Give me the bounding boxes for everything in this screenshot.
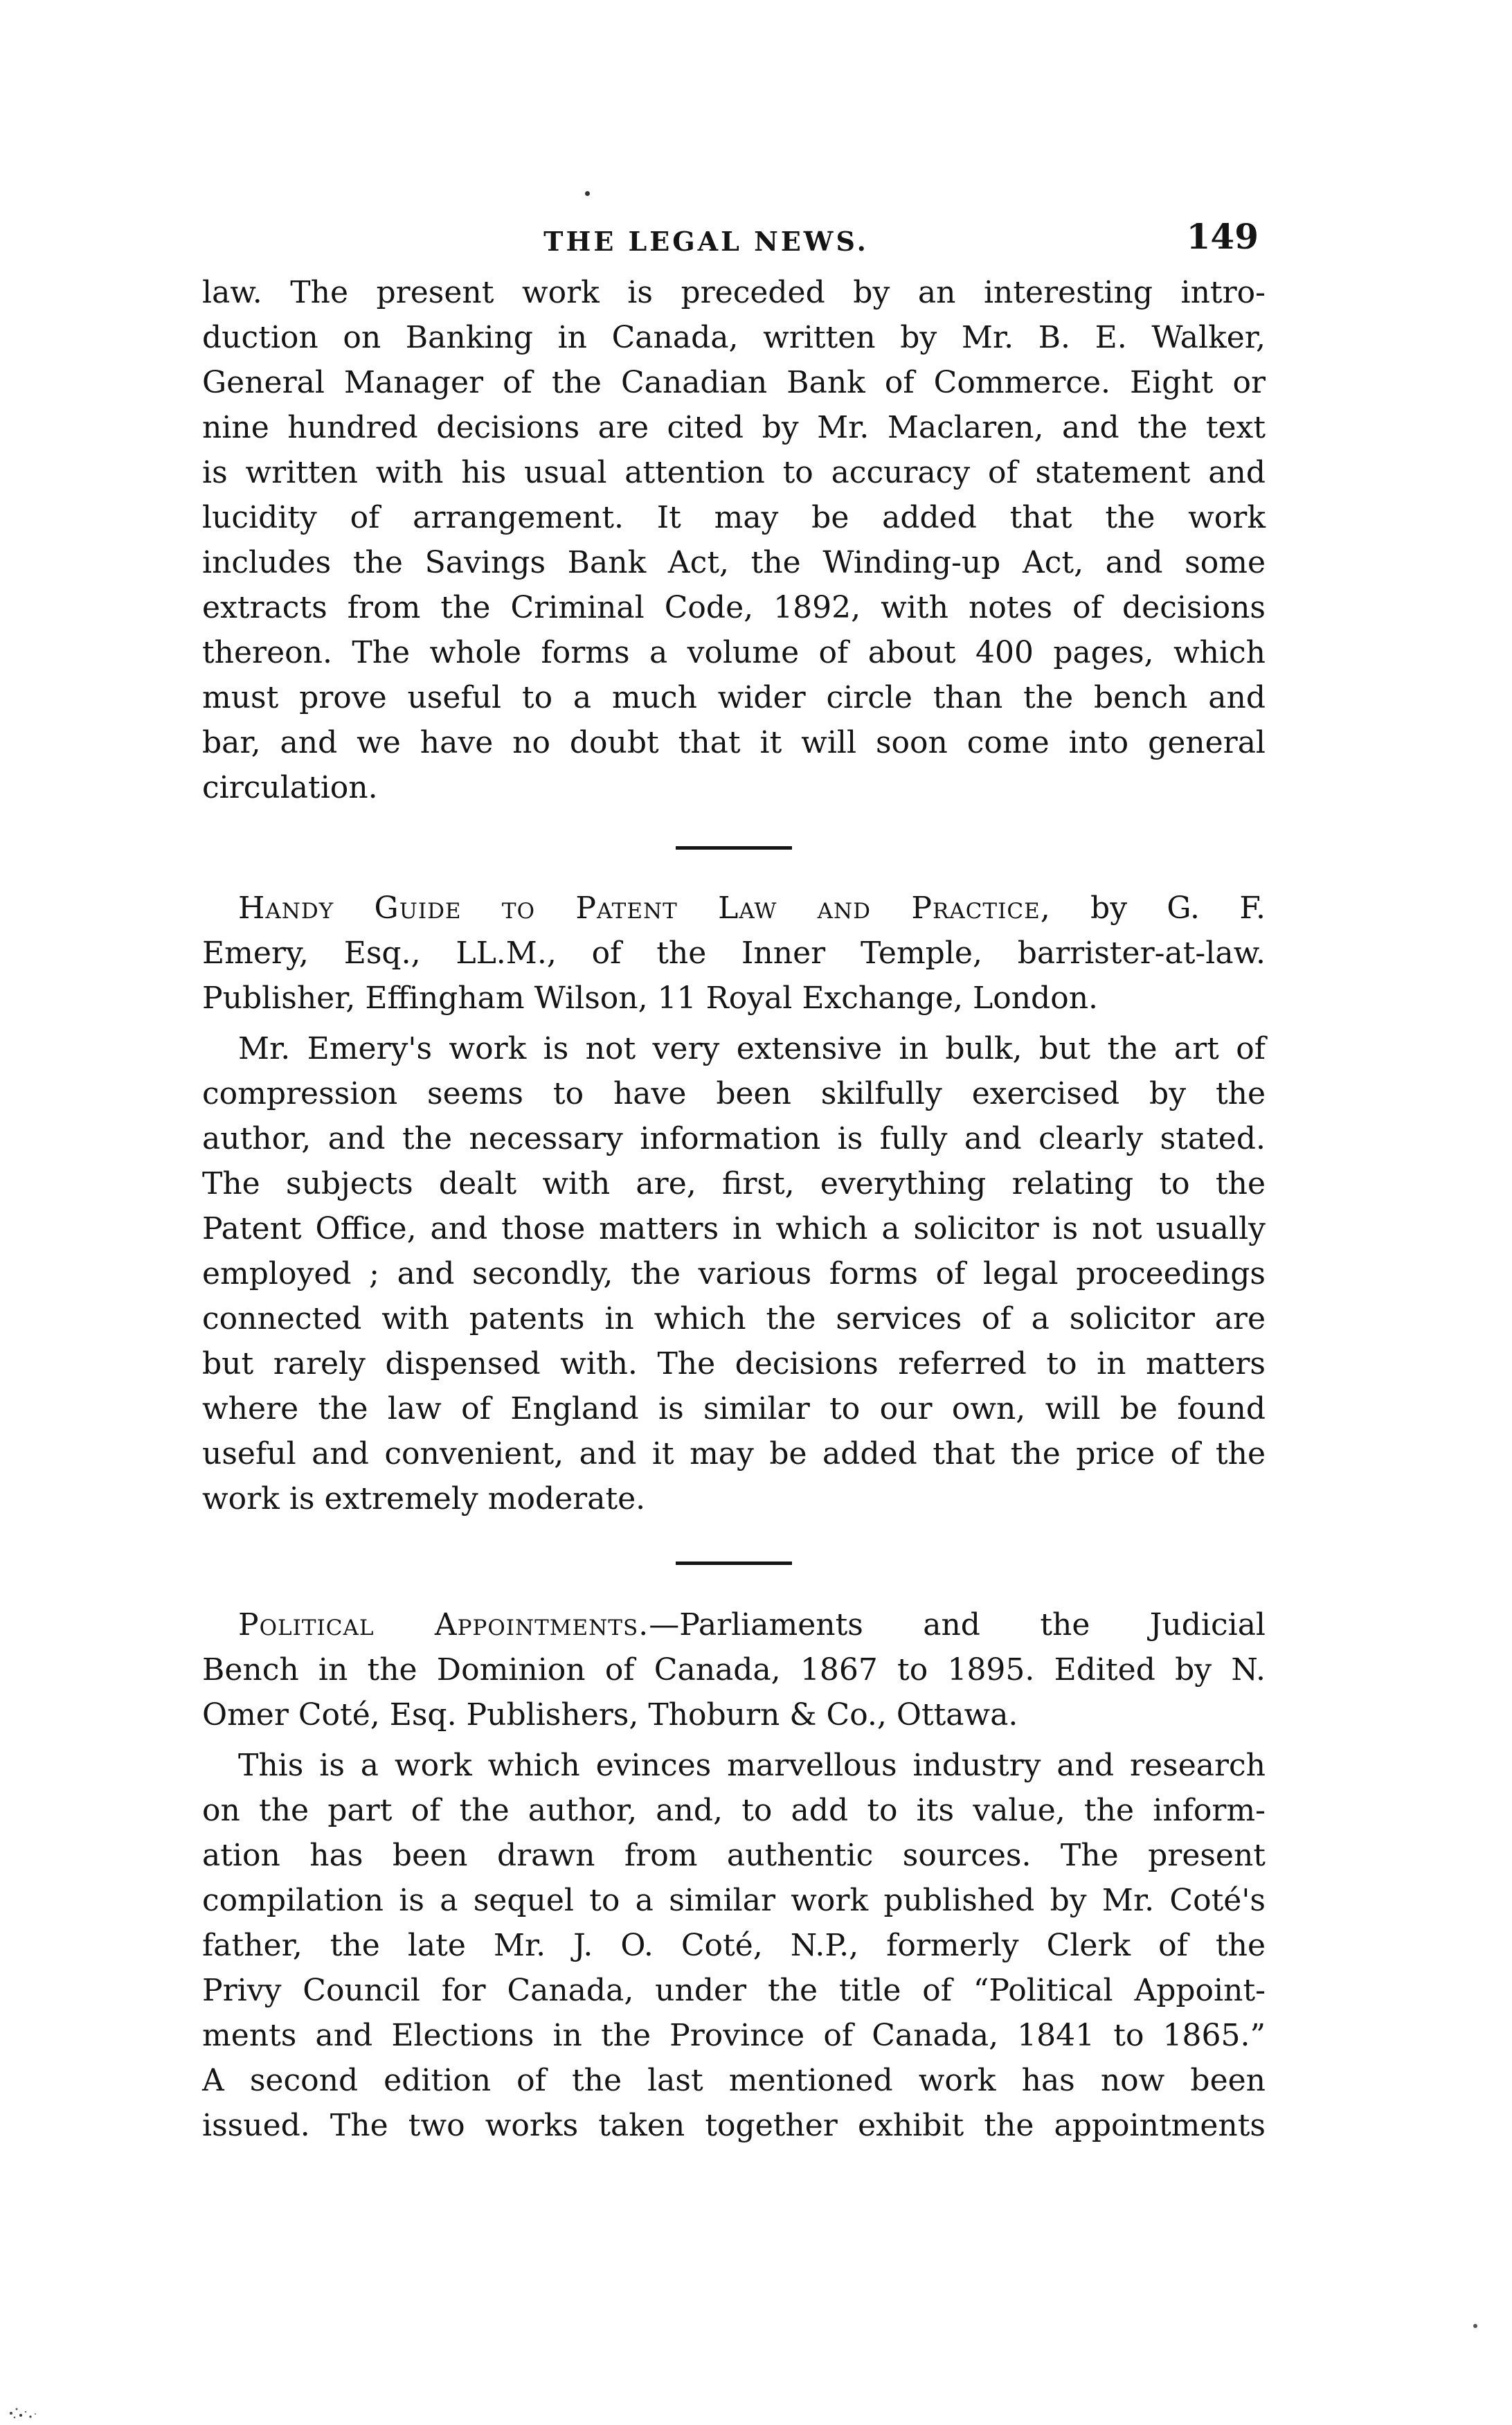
text-line: bar, and we have no doubt that it will soon come into general <box>202 725 1266 760</box>
scan-noise-corner <box>7 2392 48 2420</box>
text-line: thereon. The whole forms a volume of about 400 pages, which <box>202 635 1266 670</box>
text-line: useful and convenient, and it may be added that the price of the <box>202 1436 1266 1471</box>
text-line: connected with patents in which the services of a solicitor are <box>202 1301 1266 1336</box>
text-line: compression seems to have been skilfully exercised by the <box>202 1076 1266 1111</box>
text-line: ments and Elections in the Province of Canada, 1841 to 1865.” <box>202 2018 1266 2053</box>
book-author: by G. F. <box>1050 891 1266 926</box>
text-line: duction on Banking in Canada, written by Mr. B. E. Walker, <box>202 320 1266 355</box>
review-heading-line: Publisher, Effingham Wilson, 11 Royal Exchange, London. <box>202 981 1099 1016</box>
review-heading-line: Emery, Esq., LL.M., of the Inner Temple, barrister-at-law. <box>202 936 1266 971</box>
text-line: author, and the necessary information is fully and clearly stated. <box>202 1121 1266 1156</box>
review-patent-law <box>202 886 1266 1521</box>
text-line: where the law of England is similar to our own, will be found <box>202 1391 1266 1426</box>
text-line: must prove useful to a much wider circle than the bench and <box>202 680 1266 715</box>
text-line: nine hundred decisions are cited by Mr. Maclaren, and the text <box>202 410 1266 445</box>
text-line: Privy Council for Canada, under the title of “Political Appoint- <box>202 1973 1266 2008</box>
text-line: extracts from the Criminal Code, 1892, with notes of decisions <box>202 590 1266 625</box>
text-line: The subjects dealt with are, first, everything relating to the <box>202 1166 1266 1201</box>
page-number: 149 <box>1186 216 1259 257</box>
text-line: This is a work which evinces marvellous industry and research <box>238 1748 1266 1783</box>
review-continued <box>202 270 1266 810</box>
text-line: includes the Savings Bank Act, the Winding-up Act, and some <box>202 545 1266 580</box>
text-line: lucidity of arrangement. It may be added that the work <box>202 500 1266 535</box>
book-title: Political Appointments. <box>238 1607 649 1643</box>
text-line: Mr. Emery's work is not very extensive in bulk, but the art of <box>238 1031 1266 1066</box>
book-subtitle: —Parliaments and the Judicial <box>649 1607 1266 1643</box>
text-line: Patent Office, and those matters in which a solicitor is not usually <box>202 1211 1266 1246</box>
book-page <box>202 208 1266 2148</box>
review-political-appointments <box>202 1602 1266 2148</box>
text-line: A second edition of the last mentioned work has now been <box>202 2063 1266 2098</box>
ink-speck-top <box>585 191 590 196</box>
text-line: issued. The two works taken together exhibit the appointments <box>202 2108 1266 2143</box>
book-title: Handy Guide to Patent Law and Practice, <box>238 891 1051 926</box>
review-heading-line: Omer Coté, Esq. Publishers, Thoburn & Co., Ottawa. <box>202 1697 1018 1733</box>
text-line: work is extremely moderate. <box>202 1481 646 1516</box>
text-line: compilation is a sequel to a similar work published by Mr. Coté's <box>202 1883 1266 1918</box>
text-line: law. The present work is preceded by an interesting intro- <box>202 275 1266 310</box>
review-heading-line <box>202 1602 1266 1647</box>
section-divider <box>676 846 792 850</box>
review-heading-line <box>202 886 1266 931</box>
text-line: ation has been drawn from authentic sources. The present <box>202 1838 1266 1873</box>
text-line: circulation. <box>202 770 378 805</box>
text-line: but rarely dispensed with. The decisions referred to in matters <box>202 1346 1266 1381</box>
ink-speck-margin <box>1473 2324 1477 2328</box>
text-line: employed ; and secondly, the various forms of legal proceedings <box>202 1256 1266 1291</box>
running-head <box>202 208 1266 270</box>
text-line: General Manager of the Canadian Bank of Commerce. Eight or <box>202 365 1266 400</box>
running-title: THE LEGAL NEWS. <box>543 226 869 257</box>
text-line: father, the late Mr. J. O. Coté, N.P., formerly Clerk of the <box>202 1928 1266 1963</box>
text-line: is written with his usual attention to accuracy of statement and <box>202 455 1266 490</box>
text-line: on the part of the author, and, to add to its value, the inform- <box>202 1793 1266 1828</box>
review-heading-line: Bench in the Dominion of Canada, 1867 to 1895. Edited by N. <box>202 1652 1266 1688</box>
section-divider <box>676 1562 792 1565</box>
